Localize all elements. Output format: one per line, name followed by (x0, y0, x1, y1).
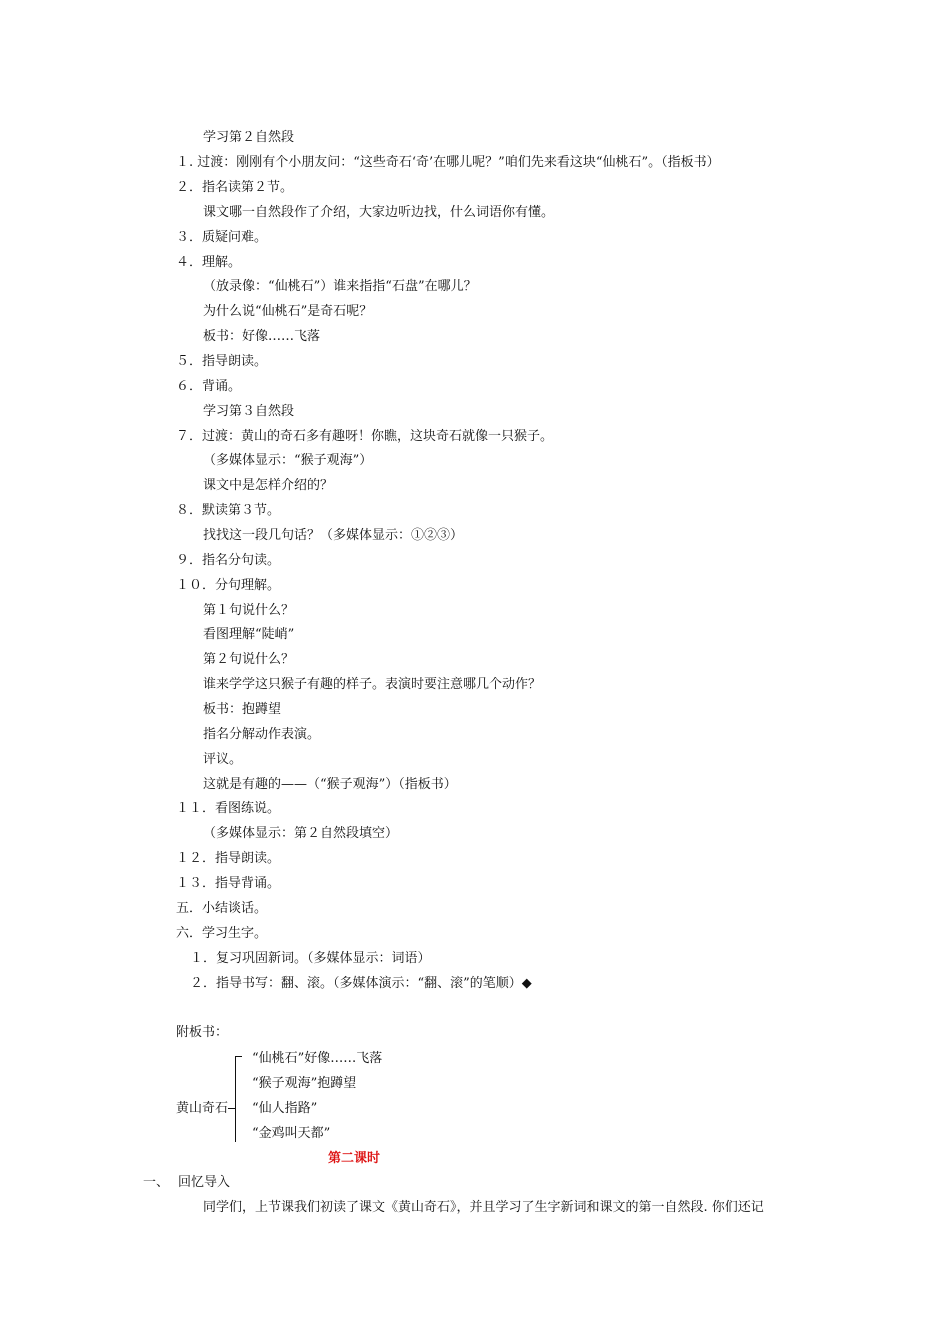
text-line: 第２句说什么？ (203, 652, 295, 667)
board-root: 黄山奇石 (176, 1101, 229, 1116)
text-line: １３．指导背诵。 (176, 876, 281, 891)
text-line: １. 过渡：刚刚有个小朋友问：“这些奇石‘奇’在哪儿呢？”咱们先来看这块“仙桃石”。（指板书） (176, 155, 720, 170)
text-line: 第１句说什么？ (203, 603, 295, 618)
text-line: 学习第３自然段 (203, 404, 295, 419)
text-line: １０．分句理解。 (176, 578, 281, 593)
text-line: 看图理解“陡峭” (203, 627, 295, 642)
board-title: 附板书： (176, 1025, 229, 1040)
text-line: ２．指导书写：翻、滚。（多媒体演示：“翻、滚”的笔顺）◆ (190, 976, 532, 991)
text-line: ８．默读第３节。 (176, 503, 281, 518)
paragraph: 同学们，上节课我们初读了课文《黄山奇石》，并且学习了生字新词和课文的第一自然段. 你们还记 (203, 1200, 764, 1215)
text-line: １１．看图练说。 (176, 801, 281, 816)
text-line: ２．指名读第２节。 (176, 180, 294, 195)
board-item: “猴子观海”抱蹲望 (252, 1076, 357, 1091)
text-line: 为什么说“仙桃石”是奇石呢？ (203, 304, 373, 319)
bracket-top-tick (235, 1056, 242, 1057)
text-line: 板书：好像……飞落 (203, 329, 321, 344)
text-line: ７．过渡：黄山的奇石多有趣呀！你瞧，这块奇石就像一只猴子。 (176, 429, 554, 444)
text-line: 学习第２自然段 (203, 130, 295, 145)
text-line: 评议。 (203, 752, 243, 767)
text-line: 六．学习生字。 (176, 926, 268, 941)
text-line: （多媒体显示：第２自然段填空） (203, 826, 399, 841)
board-item: “仙人指路” (252, 1101, 318, 1116)
text-line: 找找这一段几句话？（多媒体显示：①②③） (203, 528, 464, 543)
section-title: 回忆导入 (178, 1175, 231, 1190)
text-line: ５．指导朗读。 (176, 354, 268, 369)
text-line: １．复习巩固新词。（多媒体显示：词语） (190, 951, 431, 966)
text-line: 指名分解动作表演。 (203, 727, 321, 742)
text-line: 课文哪一自然段作了介绍，大家边听边找，什么词语你有懂。 (203, 205, 555, 220)
bracket-mid-tick (228, 1108, 235, 1109)
text-line: ６．背诵。 (176, 379, 242, 394)
text-line: 课文中是怎样介绍的？ (203, 478, 334, 493)
text-line: 谁来学学这只猴子有趣的样子。表演时要注意哪几个动作？ (203, 677, 542, 692)
text-line: （多媒体显示：“猴子观海”） (203, 453, 373, 468)
board-item: “仙桃石”好像……飞落 (252, 1051, 383, 1066)
text-line: ３．质疑问难。 (176, 230, 268, 245)
text-line: １２．指导朗读。 (176, 851, 281, 866)
lesson-heading: 第二课时 (328, 1151, 381, 1166)
text-line: 板书：抱蹲望 (203, 702, 282, 717)
section-number: 一、 (143, 1175, 170, 1190)
text-line: 五．小结谈话。 (176, 901, 268, 916)
text-line: ９．指名分句读。 (176, 553, 281, 568)
board-item: “金鸡叫天都” (252, 1126, 331, 1141)
text-line: ４．理解。 (176, 255, 242, 270)
text-line: 这就是有趣的——（“猴子观海”）（指板书） (203, 777, 457, 792)
text-line: （放录像：“仙桃石”）谁来指指“石盘”在哪儿？ (203, 279, 477, 294)
board-bracket (235, 1056, 236, 1142)
